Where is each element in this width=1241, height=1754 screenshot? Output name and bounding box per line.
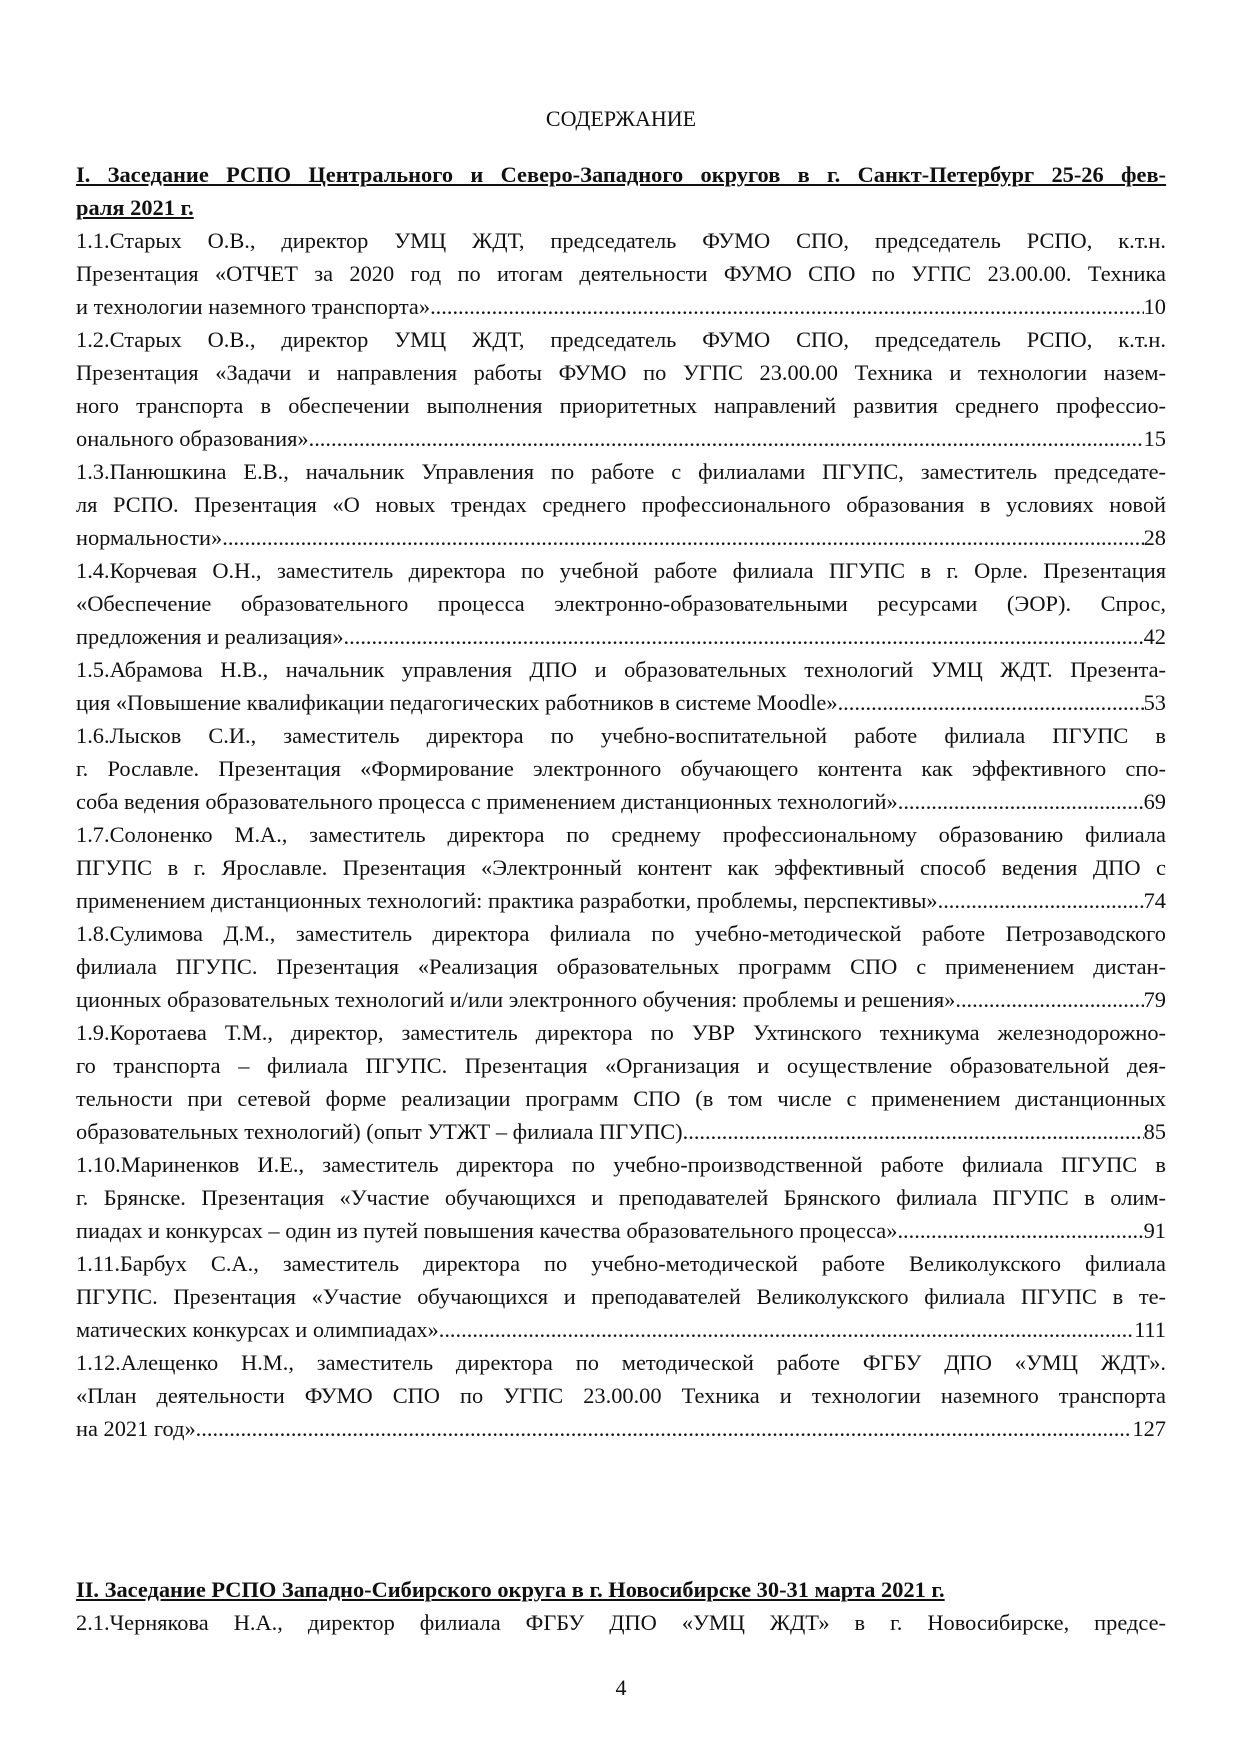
dot-leader [898, 785, 1144, 818]
entry-line: предложения и реализация» [76, 624, 344, 649]
entry-line: соба ведения образовательного процесса с применением дистанционных технологий» [76, 789, 898, 814]
entry-last-line [76, 983, 1166, 1016]
entry-line: ного транспорта в обеспечении выполнения приоритетных направлений развития среднего профессио- [76, 393, 1166, 418]
entry-line: 1.11.Барбух С.А., заместитель директора по учебно-методической работе Великолукского филиала [76, 1251, 1166, 1276]
entry-page-number: 10 [1143, 294, 1166, 319]
toc-entry-1-12[interactable] [76, 1346, 1166, 1445]
entry-line: 2.1.Чернякова Н.А., директор филиала ФГБУ ДПО «УМЦ ЖДТ» в г. Новосибирске, предсе- [76, 1610, 1166, 1635]
entry-page-number: 74 [1143, 888, 1166, 913]
entry-last-line [76, 620, 1166, 653]
entry-line: 1.1.Старых О.В., директор УМЦ ЖДТ, председатель ФУМО СПО, председатель РСПО, к.т.н. [76, 228, 1166, 253]
entry-line: онального образования» [76, 426, 309, 451]
entry-line: 1.5.Абрамова Н.В., начальник управления ДПО и образовательных технологий УМЦ ЖДТ. Презента- [76, 657, 1166, 682]
entry-page-number: 91 [1143, 1218, 1166, 1243]
toc-entry-1-1[interactable] [76, 224, 1166, 323]
entry-line: применением дистанционных технологий: практика разработки, проблемы, перспективы» [76, 888, 938, 913]
page-number: 4 [615, 1675, 627, 1700]
entry-line: 1.10.Мариненков И.Е., заместитель директора по учебно-производственной работе филиала ПГУПС в [76, 1152, 1166, 1177]
dot-leader [430, 290, 1144, 323]
entry-line: ционных образовательных технологий и/или электронного обучения: проблемы и решения» [76, 987, 956, 1012]
entry-last-line [76, 884, 1166, 917]
entry-page-number: 79 [1143, 987, 1166, 1012]
entry-line: 1.3.Панюшкина Е.В., начальник Управления по работе с филиалами ПГУПС, заместитель председате- [76, 459, 1166, 484]
entry-last-line [76, 1214, 1166, 1247]
toc-entry-1-7[interactable] [76, 818, 1166, 917]
toc-entry-2-1[interactable] [76, 1606, 1166, 1639]
entry-line: матических конкурсах и олимпиадах» [76, 1317, 439, 1342]
entry-line: 1.6.Лысков С.И., заместитель директора по учебно-воспитательной работе филиала ПГУПС в [76, 723, 1166, 748]
dot-leader [683, 1115, 1144, 1148]
entry-last-line [76, 785, 1166, 818]
entry-page-number: 42 [1143, 624, 1166, 649]
entry-last-line [76, 422, 1166, 455]
toc-entry-1-6[interactable] [76, 719, 1166, 818]
entry-line: ПГУПС. Презентация «Участие обучающихся и преподавателей Великолукского филиала ПГУПС в те- [76, 1284, 1166, 1309]
entry-last-line [76, 1313, 1166, 1346]
section-heading [76, 158, 1166, 224]
entry-last-line [76, 686, 1166, 719]
document-title: СОДЕРЖАНИЕ [545, 106, 697, 131]
entry-last-line [76, 290, 1166, 323]
entry-line: г. Рославле. Презентация «Формирование электронного обучающего контента как эффективного спо- [76, 756, 1166, 781]
section-heading-line: II. Заседание РСПО Западно-Сибирского округа в г. Новосибирске 30-31 марта 2021 г. [76, 1577, 945, 1602]
entry-page-number: 53 [1143, 690, 1166, 715]
toc-entry-1-9[interactable] [76, 1016, 1166, 1148]
entry-last-line [76, 1412, 1166, 1445]
entry-line: Презентация «ОТЧЕТ за 2020 год по итогам деятельности ФУМО СПО по УГПС 23.00.00. Техника [76, 261, 1166, 286]
toc-section-1 [76, 158, 1166, 1445]
toc-entry-1-3[interactable] [76, 455, 1166, 554]
entry-line: «Обеспечение образовательного процесса электронно-образовательными ресурсами (ЭОР). Спрос, [76, 591, 1166, 616]
entry-line: образовательных технологий) (опыт УТЖТ – филиала ПГУПС) [76, 1119, 683, 1144]
entry-page-number: 111 [1134, 1317, 1166, 1342]
entry-line: г. Брянске. Презентация «Участие обучающихся и преподавателей Брянского филиала ПГУПС в олим- [76, 1185, 1166, 1210]
entry-last-line [76, 521, 1166, 554]
section-heading-line: раля 2021 г. [76, 195, 194, 220]
dot-leader [309, 422, 1144, 455]
entry-line: ля РСПО. Презентация «О новых трендах среднего профессионального образования в условиях новой [76, 492, 1166, 517]
toc-section-2 [76, 1573, 1166, 1639]
toc-entry-1-11[interactable] [76, 1247, 1166, 1346]
entry-line: «План деятельности ФУМО СПО по УГПС 23.00.00 Техника и технологии наземного транспорта [76, 1383, 1166, 1408]
entry-line: ция «Повышение квалификации педагогических работников в системе Moodle» [76, 690, 838, 715]
toc-entry-1-4[interactable] [76, 554, 1166, 653]
entry-page-number: 28 [1143, 525, 1166, 550]
dot-leader [344, 620, 1144, 653]
entry-line: го транспорта – филиала ПГУПС. Презентация «Организация и осуществление образовательной дея- [76, 1053, 1166, 1078]
entry-line: филиала ПГУПС. Презентация «Реализация образовательных программ СПО с применением дистан- [76, 954, 1166, 979]
toc-entry-1-8[interactable] [76, 917, 1166, 1016]
dot-leader [222, 521, 1143, 554]
entry-line: Презентация «Задачи и направления работы ФУМО по УГПС 23.00.00 Техника и технологии назем- [76, 360, 1166, 385]
entry-page-number: 85 [1143, 1119, 1166, 1144]
entry-line: тельности при сетевой форме реализации программ СПО (в том числе с применением дистанционных [76, 1086, 1166, 1111]
entry-last-line [76, 1115, 1166, 1148]
entry-line: 1.2.Старых О.В., директор УМЦ ЖДТ, председатель ФУМО СПО, председатель РСПО, к.т.н. [76, 327, 1166, 352]
entry-line: и технологии наземного транспорта» [76, 294, 431, 319]
section-heading-line: I. Заседание РСПО Центрального и Северо-Западного округов в г. Санкт-Петербург 25-26 фев- [76, 162, 1166, 187]
entry-line: 1.12.Алещенко Н.М., заместитель директора по методической работе ФГБУ ДПО «УМЦ ЖДТ». [76, 1350, 1166, 1375]
entry-line: пиадах и конкурсах – один из путей повышения качества образовательного процесса» [76, 1218, 898, 1243]
dot-leader [955, 983, 1143, 1016]
toc-entry-1-2[interactable] [76, 323, 1166, 455]
entry-line: ПГУПС в г. Ярославле. Презентация «Электронный контент как эффективный способ ведения ДПО с [76, 855, 1166, 880]
entry-page-number: 127 [1132, 1416, 1166, 1441]
dot-leader [196, 1412, 1133, 1445]
entry-line: 1.9.Коротаева Т.М., директор, заместитель директора по УВР Ухтинского техникума железнодорожно- [76, 1020, 1166, 1045]
section-heading [76, 1573, 1166, 1606]
dot-leader [439, 1313, 1134, 1346]
entry-line: 1.4.Корчевая О.Н., заместитель директора по учебной работе филиала ПГУПС в г. Орле. Презентация [76, 558, 1166, 583]
entry-line: 1.7.Солоненко М.А., заместитель директора по среднему профессиональному образованию филиала [76, 822, 1166, 847]
entry-page-number: 69 [1143, 789, 1166, 814]
toc-entry-1-10[interactable] [76, 1148, 1166, 1247]
entry-line: 1.8.Сулимова Д.М., заместитель директора филиала по учебно-методической работе Петрозаводского [76, 921, 1166, 946]
dot-leader [938, 884, 1144, 917]
toc-entry-1-5[interactable] [76, 653, 1166, 719]
entry-line: на 2021 год» [76, 1416, 196, 1441]
dot-leader [897, 1214, 1143, 1247]
entry-page-number: 15 [1143, 426, 1166, 451]
dot-leader [838, 686, 1144, 719]
entry-line: нормальности» [76, 525, 223, 550]
